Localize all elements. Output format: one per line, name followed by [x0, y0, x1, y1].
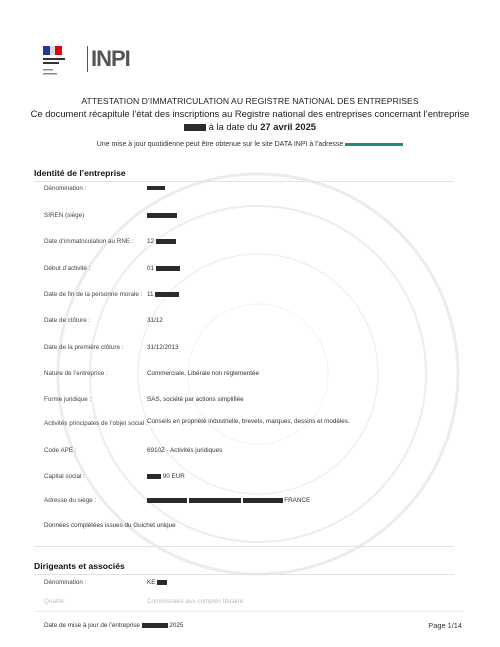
update-note: Une mise à jour quotidienne peut être obtenue sur le site DATA INPI à l’adresse	[0, 141, 500, 148]
label-debut-activite: Début d’activité :	[44, 265, 91, 272]
section-divider	[34, 546, 454, 547]
label-date-immatriculation: Date d’immatriculation au RNE :	[44, 238, 134, 245]
label-capital: Capital social :	[44, 473, 85, 480]
value-activites: Conseils en propriété industrielle, brevets, marques, dessins et modèles.	[147, 418, 350, 425]
label-premiere-cloture: Date de la première clôture :	[44, 344, 124, 351]
value-dirigeant-denomination: KE	[147, 579, 167, 586]
footer-update-date: Date de mise à jour de l’entreprise 2025	[44, 622, 184, 629]
value-date-cloture: 31/12	[147, 317, 163, 324]
footer-divider	[34, 611, 464, 612]
document-date: 27 avril 2025	[260, 121, 316, 132]
section-divider	[34, 181, 454, 182]
inpi-logo: INPI	[91, 46, 130, 71]
value-siren	[147, 212, 177, 219]
redacted-company-name	[184, 124, 206, 131]
label-adresse: Adresse du siège :	[44, 497, 97, 504]
label-activites: Activités principales de l’objet social :	[44, 420, 148, 427]
label-date-fin: Date de fin de la personne morale :	[44, 291, 143, 298]
value-dirigeant-qualite: Commissaire aux comptes titulaire	[147, 598, 244, 605]
value-premiere-cloture: 31/12/2013	[147, 344, 179, 351]
page-number: Page 1/14	[428, 621, 462, 630]
label-dirigeant-qualite: Qualité :	[44, 598, 68, 605]
label-dirigeant-denomination: Dénomination :	[44, 579, 87, 586]
value-adresse: FRANCE	[147, 497, 310, 504]
source-note: Données complétées issues du Guichet unique	[44, 522, 176, 529]
document-title: ATTESTATION D’IMMATRICULATION AU REGISTRE NATIONAL DES ENTREPRISES	[81, 96, 419, 106]
value-forme-juridique: SAS, société par actions simplifiée	[147, 396, 244, 403]
document-subtitle: Ce document récapitule l’état des inscriptions au Registre national des entreprises concernant l’entreprise	[30, 108, 470, 119]
value-date-immatriculation: 12	[147, 238, 176, 245]
republique-francaise-logo	[40, 44, 80, 80]
value-denomination	[147, 185, 165, 192]
section-title-identity: Identité de l’entreprise	[34, 168, 126, 178]
label-forme-juridique: Forme juridique :	[44, 396, 92, 403]
value-nature: Commerciale, Libérale non réglementée	[147, 370, 260, 377]
value-capital: 90 EUR	[147, 473, 185, 480]
label-siren: SIREN (siège)	[44, 212, 85, 219]
label-code-ape: Code APE :	[44, 447, 77, 454]
logo-divider	[87, 46, 88, 72]
label-date-cloture: Date de clôture :	[44, 317, 91, 324]
label-denomination: Dénomination :	[44, 185, 87, 192]
value-code-ape: 6910Z - Activités juridiques	[147, 447, 223, 454]
value-debut-activite: 01	[147, 265, 180, 272]
section-divider	[34, 574, 454, 575]
value-date-fin: 11	[147, 291, 179, 298]
data-inpi-link[interactable]	[345, 143, 403, 146]
document-date-line: à la date du 27 avril 2025	[0, 121, 500, 132]
section-title-directors: Dirigeants et associés	[34, 561, 125, 571]
label-nature: Nature de l’entreprise :	[44, 370, 108, 377]
